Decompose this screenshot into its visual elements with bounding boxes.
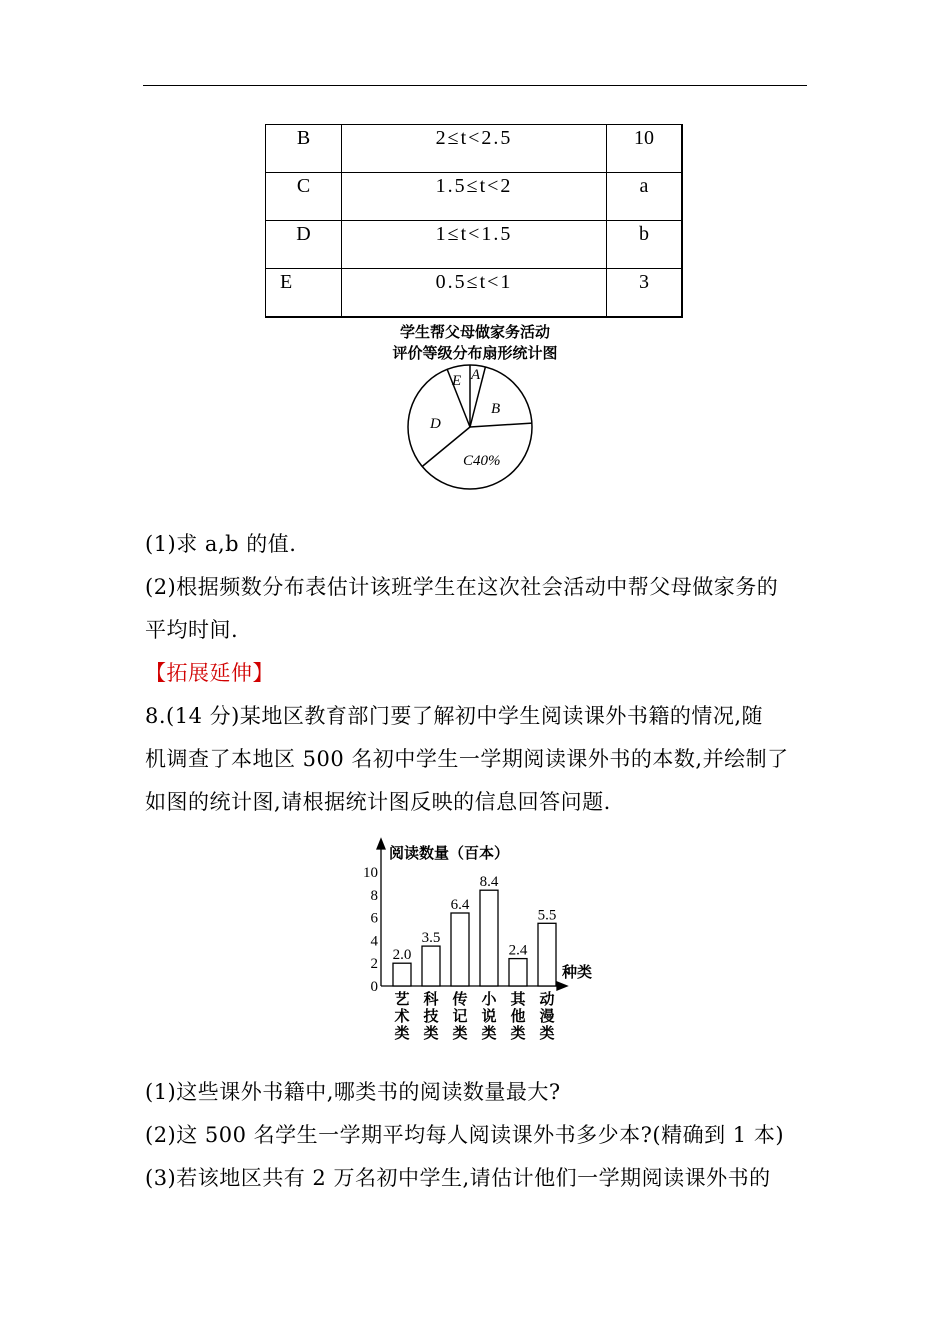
bar-value-label: 5.5 xyxy=(537,907,557,924)
table-row xyxy=(266,269,683,318)
bar xyxy=(393,963,411,986)
pie-label-a: A xyxy=(471,367,481,383)
bar xyxy=(451,913,469,986)
bar-value-label: 8.4 xyxy=(479,874,499,891)
q7-part1: (1)求 a,b 的值. xyxy=(145,532,297,556)
pie-label-d: D xyxy=(430,416,441,432)
section-heading: 【拓展延伸】 xyxy=(145,661,274,685)
q8-part2: (2)这 500 名学生一学期平均每人阅读课外书多少本?(精确到 1 本) xyxy=(145,1123,785,1147)
pie-title-line2: 评价等级分布扇形统计图 xyxy=(392,344,558,362)
bar-value-label: 3.5 xyxy=(421,930,441,947)
bar-value-label: 6.4 xyxy=(450,897,470,913)
category-label: 艺 xyxy=(394,990,410,1008)
y-tick-label: 8 xyxy=(370,887,378,904)
pie-label-e: E xyxy=(452,373,462,389)
bar-value-label: 2.4 xyxy=(508,942,528,959)
pie-chart xyxy=(395,360,555,500)
category-label: 漫 xyxy=(539,1007,555,1025)
pie-label-b: B xyxy=(491,401,501,417)
range-cell: 0.5≤t<1 xyxy=(342,269,607,318)
y-tick-label: 0 xyxy=(370,979,378,995)
category-label: 类 xyxy=(423,1024,439,1042)
count-cell: a xyxy=(607,173,683,221)
table-row xyxy=(266,221,683,269)
y-tick-label: 10 xyxy=(363,865,378,881)
q8-line1: 8.(14 分)某地区教育部门要了解初中学生阅读课外书籍的情况,随 xyxy=(145,704,763,728)
range-cell: 2≤t<2.5 xyxy=(342,125,607,173)
range-cell: 1.5≤t<2 xyxy=(342,173,607,221)
bar-chart xyxy=(355,835,615,1050)
bar-x-label: 种类 xyxy=(562,963,593,981)
category-label: 类 xyxy=(539,1024,555,1042)
bar-y-label: 阅读数量（百本） xyxy=(389,844,510,862)
pie-slice-boundary xyxy=(470,423,532,427)
y-tick-label: 2 xyxy=(370,956,378,973)
q8-line2: 机调查了本地区 500 名初中学生一学期阅读课外书的本数,并绘制了 xyxy=(145,747,789,771)
grade-cell: C xyxy=(266,173,342,221)
header-rule xyxy=(143,85,807,86)
q8-line3: 如图的统计图,请根据统计图反映的信息回答问题. xyxy=(145,790,611,814)
bar xyxy=(538,923,556,986)
y-tick-label: 4 xyxy=(370,933,378,950)
x-axis-arrow xyxy=(557,982,567,990)
q7-part2-line1: (2)根据频数分布表估计该班学生在这次社会活动中帮父母做家务的 xyxy=(145,575,779,599)
bar-value-label: 2.0 xyxy=(392,947,412,964)
category-label: 动 xyxy=(539,990,555,1008)
y-tick-label: 6 xyxy=(370,910,378,927)
grade-cell: D xyxy=(266,221,342,269)
count-cell: 10 xyxy=(607,125,683,173)
pie-label-c: C40% xyxy=(463,453,501,469)
bar xyxy=(480,890,498,986)
count-cell: b xyxy=(607,221,683,269)
bar xyxy=(509,959,527,986)
category-label: 传 xyxy=(452,990,468,1008)
q8-part1: (1)这些课外书籍中,哪类书的阅读数量最大? xyxy=(145,1080,561,1104)
y-axis-arrow xyxy=(377,839,385,849)
q8-part3: (3)若该地区共有 2 万名初中学生,请估计他们一学期阅读课外书的 xyxy=(145,1166,771,1190)
category-label: 记 xyxy=(452,1007,468,1025)
category-label: 类 xyxy=(510,1024,526,1042)
frequency-table xyxy=(265,124,683,318)
category-label: 类 xyxy=(394,1024,410,1042)
category-label: 小 xyxy=(481,990,497,1008)
category-label: 说 xyxy=(481,1007,497,1025)
range-cell: 1≤t<1.5 xyxy=(342,221,607,269)
q7-part2-line2: 平均时间. xyxy=(145,618,239,642)
table-row xyxy=(266,125,683,173)
category-label: 科 xyxy=(423,990,439,1008)
category-label: 类 xyxy=(481,1024,497,1042)
category-label: 类 xyxy=(452,1024,468,1042)
grade-cell: B xyxy=(266,125,342,173)
count-cell: 3 xyxy=(607,269,683,318)
grade-cell: E xyxy=(266,269,342,318)
bar xyxy=(422,946,440,986)
table-row xyxy=(266,173,683,221)
pie-title-line1: 学生帮父母做家务活动 xyxy=(399,323,550,341)
category-label: 术 xyxy=(394,1007,410,1025)
category-label: 技 xyxy=(423,1007,439,1025)
category-label: 他 xyxy=(510,1007,526,1025)
category-label: 其 xyxy=(510,990,526,1008)
